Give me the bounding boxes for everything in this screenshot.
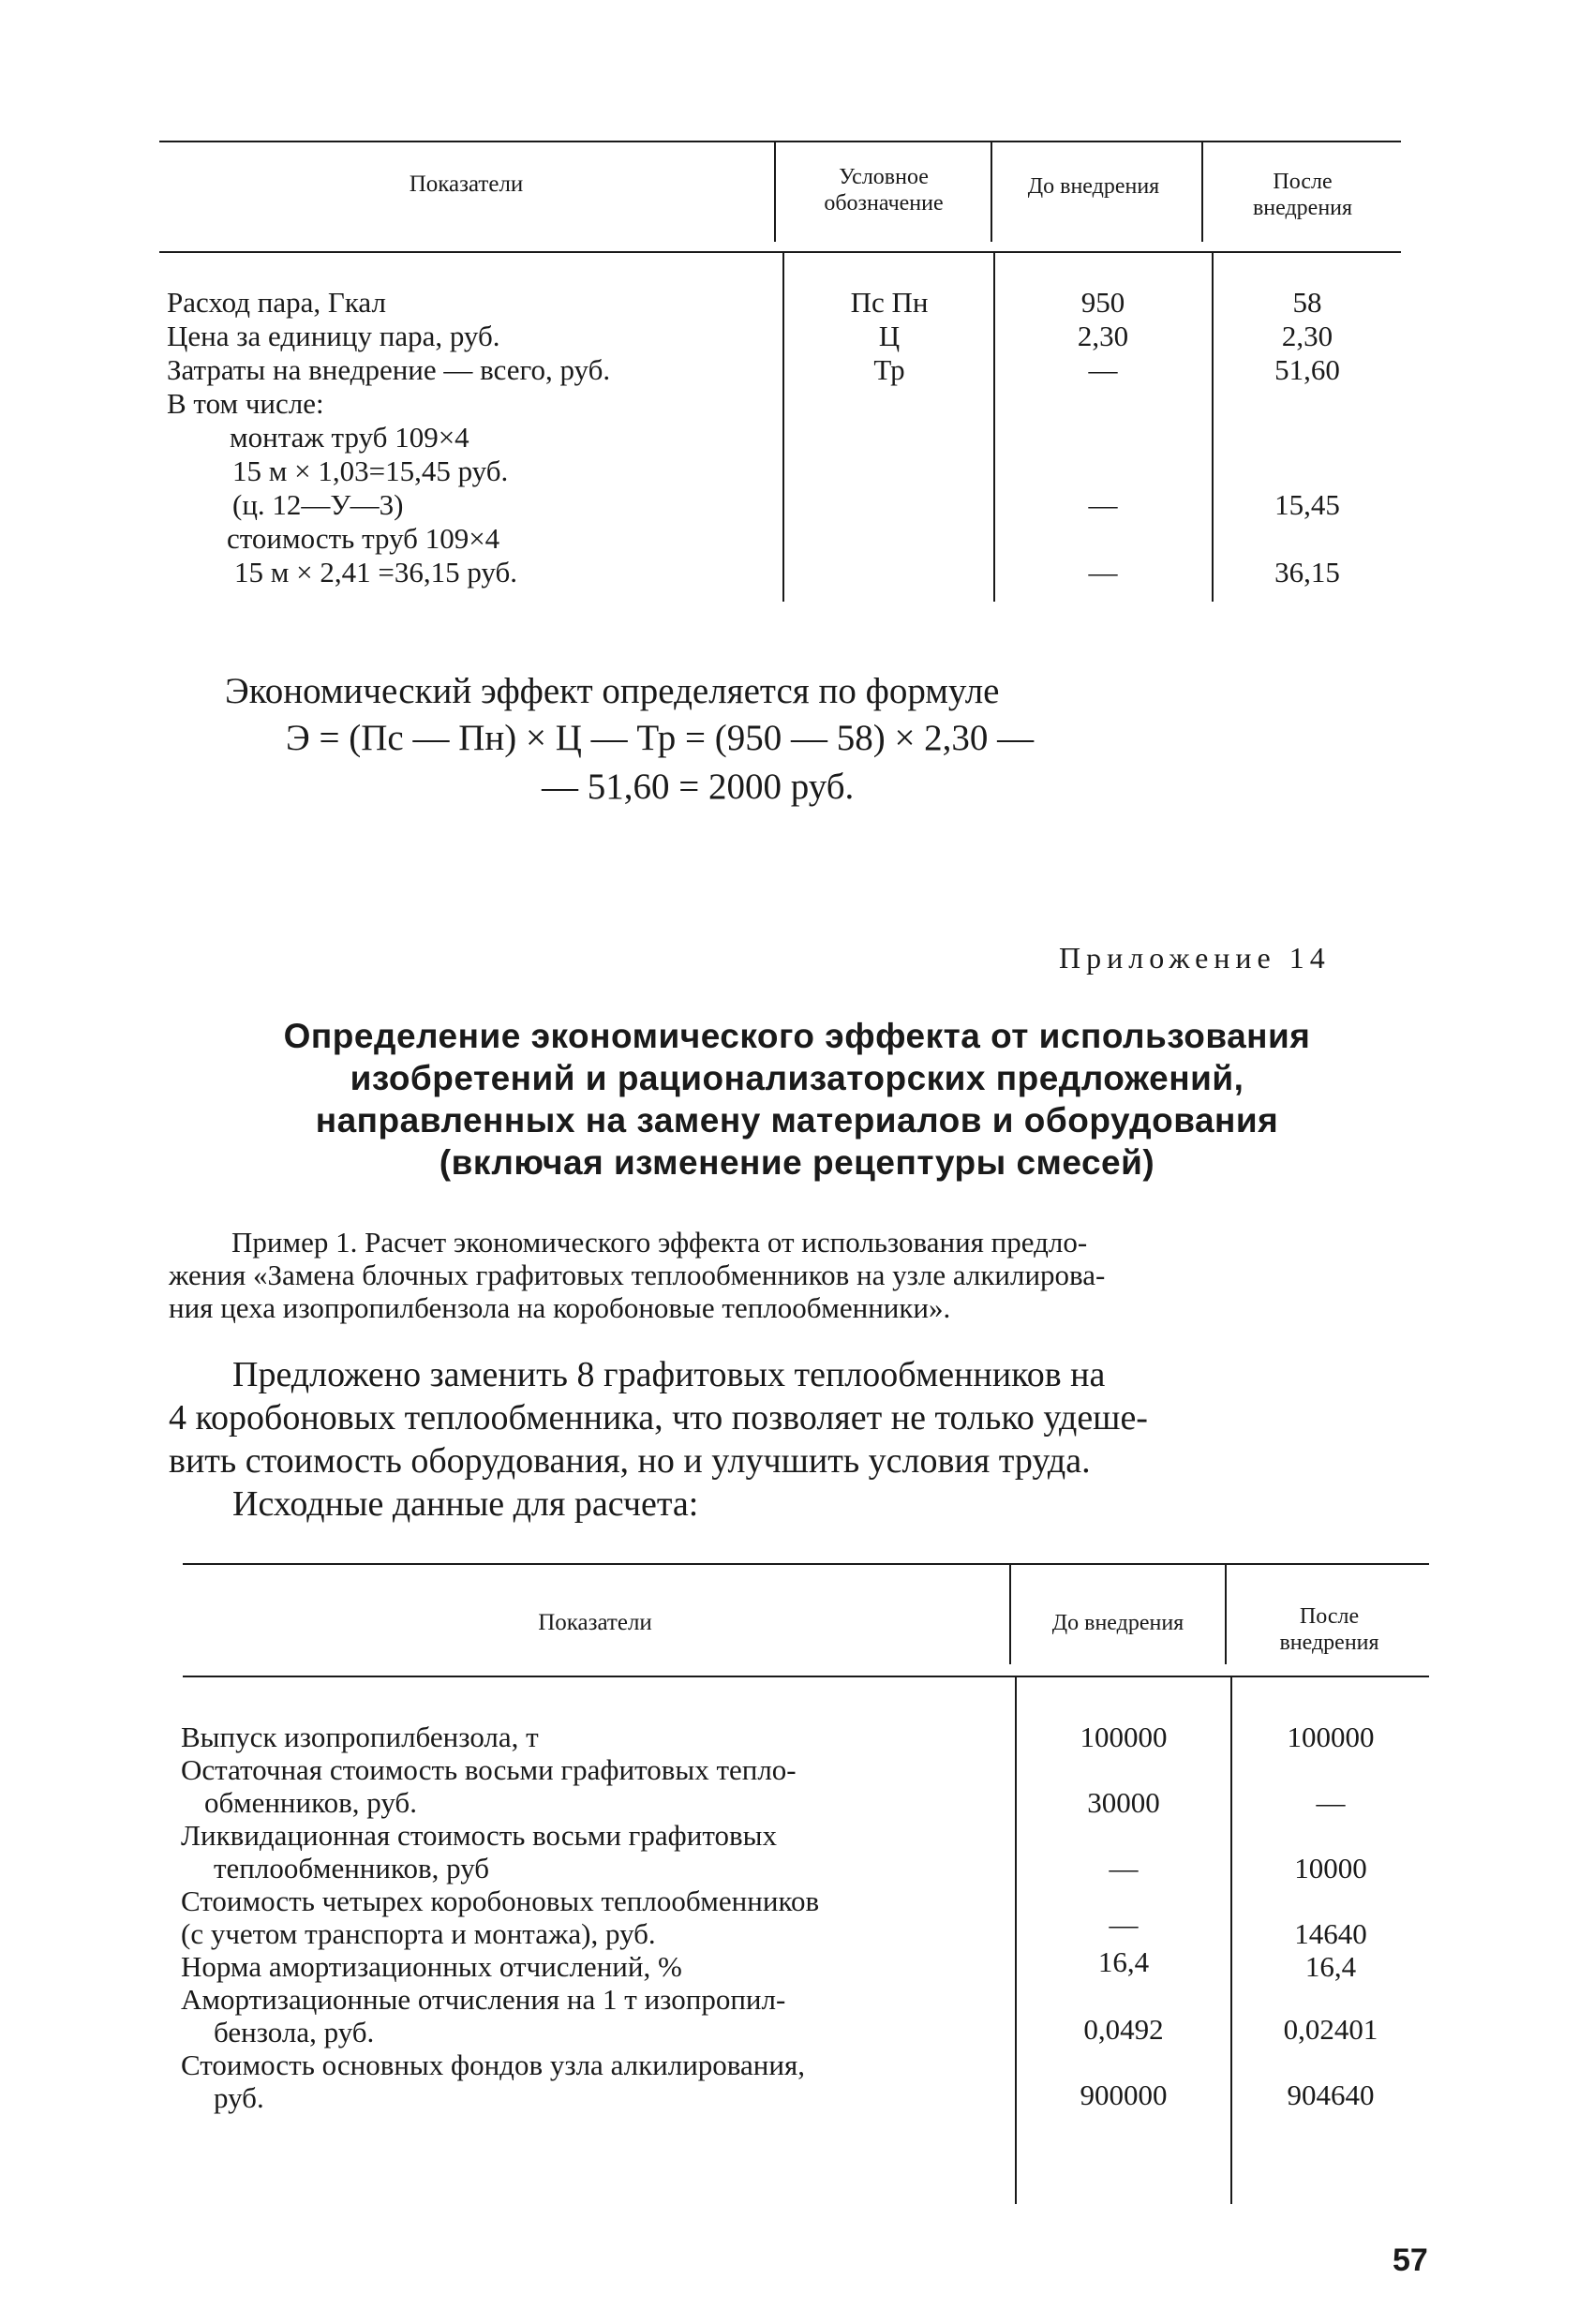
table-2-body-divider-1 [1015, 1677, 1017, 2204]
table-1-row-before: 950 [1080, 286, 1125, 319]
table-1-row-label: монтаж труб 109×4 [230, 421, 469, 454]
table-1-row-symbol: Ц [878, 320, 901, 352]
table-2-row-after: 10000 [1294, 1852, 1367, 1885]
table-1-row-before: 2,30 [1077, 320, 1129, 352]
table-2-row-label: Выпуск изопропилбензола, т [181, 1721, 539, 1753]
page-number: 57 [1393, 2242, 1428, 2278]
section-title-line: направленных на замену материалов и оборудования [315, 1101, 1279, 1140]
table-2-row-label: теплообменников, руб [214, 1852, 490, 1885]
section-title-line: изобретений и рационализаторских предложений, [350, 1059, 1244, 1097]
table-1-row-label: 15 м × 1,03=15,45 руб. [232, 454, 509, 487]
table-2-row-label: обменников, руб. [204, 1786, 417, 1819]
table-1-header-divider-2 [991, 142, 992, 242]
table-2-row-after: 16,4 [1304, 1950, 1357, 1983]
formula-line-1: Э = (Пс — Пн) × Ц — Тр = (950 — 58) × 2,30 — [286, 718, 1035, 758]
table-1-row-label: стоимость труб 109×4 [227, 522, 500, 555]
table-2-row-after: 100000 [1287, 1721, 1375, 1753]
table-1-row-label: Затраты на внедрение — всего, руб. [167, 353, 611, 386]
table-1-row-label: Расход пара, Гкал [167, 286, 386, 319]
table-2-row-before: 30000 [1087, 1786, 1160, 1819]
table-2-row-label: Норма амортизационных отчислений, % [181, 1950, 682, 1983]
table-1-row-after: 2,30 [1281, 320, 1333, 352]
formula-intro: Экономический эффект определяется по формуле [225, 671, 1000, 711]
formula-line-2: — 51,60 = 2000 руб. [542, 767, 855, 807]
table-1-body-divider-1 [782, 253, 784, 602]
table-1-header-divider-3 [1201, 142, 1203, 242]
table-1-row-label: 15 м × 2,41 =36,15 руб. [234, 556, 518, 588]
table-1-header-rule [159, 251, 1401, 253]
table-1-header-indicators: Показатели [409, 171, 524, 197]
table-2-row-after: 0,02401 [1283, 2013, 1378, 2046]
table-2-row-label: Остаточная стоимость восьми графитовых тепло- [181, 1753, 797, 1786]
table-1-row-label: В том числе: [167, 387, 324, 420]
table-2-row-label: (с учетом транспорта и монтажа), руб. [181, 1917, 656, 1950]
table-2-row-before: 0,0492 [1083, 2013, 1164, 2046]
table-1-row-label: Цена за единицу пара, руб. [167, 320, 500, 352]
table-1-row-after: 58 [1292, 286, 1322, 319]
table-2-row-before: 100000 [1080, 1721, 1168, 1753]
table-2-row-label: руб. [214, 2081, 264, 2114]
section-title-line: Определение экономического эффекта от использования [283, 1017, 1311, 1055]
table-1-row-after: 15,45 [1274, 488, 1340, 521]
table-2-row-after: 14640 [1294, 1917, 1367, 1950]
table-1-row-symbol: Пс Пн [850, 286, 929, 319]
example-line: жения «Замена блочных графитовых теплообменников на узле алкилирова- [169, 1259, 1106, 1291]
table-2-row-before: 900000 [1080, 2078, 1168, 2111]
table-2-row-before: 16,4 [1097, 1945, 1150, 1978]
table-2-top-rule [183, 1563, 1429, 1565]
body-line: 4 коробоновых теплообменника, что позволяет не только удеше- [169, 1398, 1148, 1438]
example-line: ния цеха изопропилбензола на коробоновые теплообменники». [169, 1291, 951, 1324]
table-2-header-after: После внедрения [1279, 1604, 1379, 1655]
table-1-header-divider-1 [774, 142, 776, 242]
table-1-row-after: 36,15 [1274, 556, 1340, 588]
table-2-row-label: Стоимость основных фондов узла алкилирования, [181, 2048, 805, 2081]
table-2-header-before: До внедрения [1051, 1611, 1184, 1635]
table-1-top-rule [159, 141, 1401, 142]
table-1-header-before: До внедрения [1027, 174, 1160, 199]
example-line: Пример 1. Расчет экономического эффекта от использования предло- [231, 1226, 1088, 1259]
table-1-header-symbol: Условное обозначение [824, 165, 944, 216]
section-title-line: (включая изменение рецептуры смесей) [439, 1143, 1155, 1182]
table-1-header-after: После внедрения [1252, 170, 1353, 220]
table-2-row-before: — [1109, 1908, 1139, 1941]
table-1-row-label: (ц. 12—У—3) [232, 488, 404, 521]
table-2-row-label: бензола, руб. [214, 2016, 375, 2048]
table-1-row-symbol: Тр [873, 353, 905, 386]
table-2-row-label: Ликвидационная стоимость восьми графитовых [181, 1819, 777, 1852]
table-1-row-before: — [1088, 353, 1118, 386]
table-2-row-label: Амортизационные отчисления на 1 т изопропил- [181, 1983, 786, 2016]
table-2-row-after: 904640 [1287, 2078, 1375, 2111]
body-line: Исходные данные для расчета: [232, 1484, 699, 1524]
table-2-header-rule [183, 1676, 1429, 1677]
appendix-label: Приложение 14 [1059, 941, 1331, 975]
table-2-header-indicators: Показатели [538, 1610, 652, 1635]
table-1-row-before: — [1088, 556, 1118, 588]
table-2-row-after: — [1316, 1786, 1346, 1819]
body-line: вить стоимость оборудования, но и улучшить условия труда. [169, 1441, 1091, 1481]
table-2-row-label: Стоимость четырех коробоновых теплообменников [181, 1885, 820, 1917]
body-line: Предложено заменить 8 графитовых теплообменников на [232, 1355, 1106, 1394]
table-2-header-divider-1 [1009, 1565, 1011, 1664]
table-2-header-divider-2 [1225, 1565, 1227, 1664]
table-1-row-after: 51,60 [1274, 353, 1340, 386]
table-2-row-before: — [1109, 1852, 1139, 1885]
table-1-row-before: — [1088, 488, 1118, 521]
